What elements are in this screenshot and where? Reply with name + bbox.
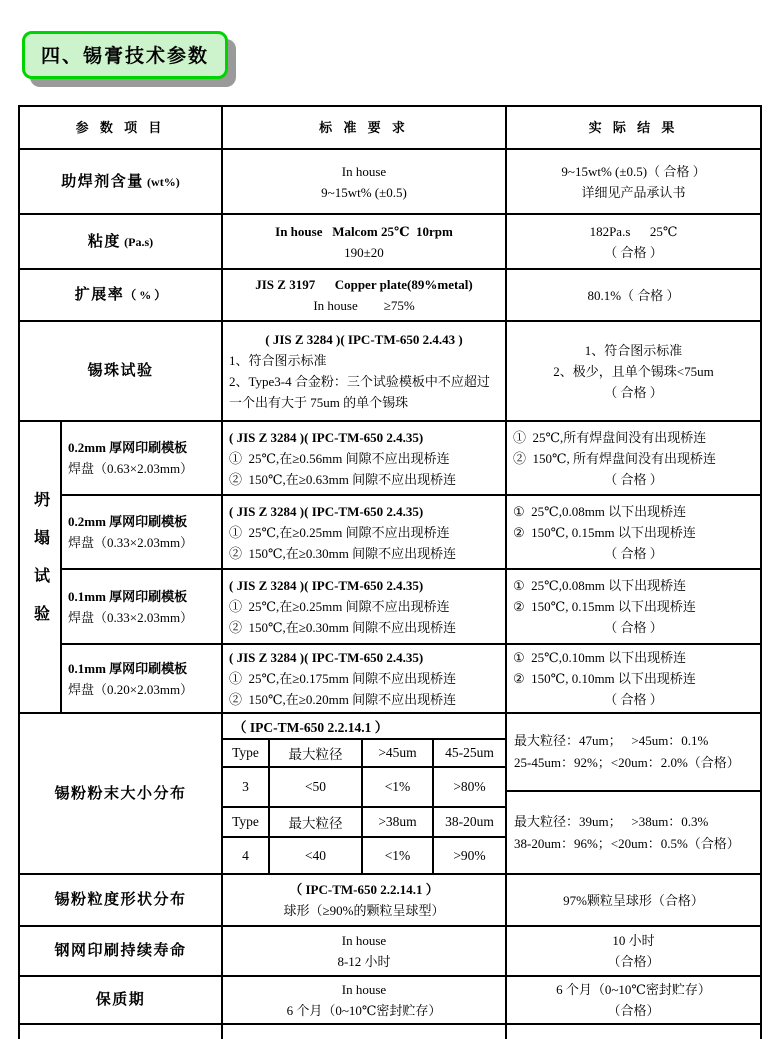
header-text: 标 准 要 求 bbox=[319, 120, 409, 135]
text-line: ① 25℃,在≥0.25mm 间隙不应出现桥连 bbox=[229, 524, 450, 540]
text-line: 80.1%（ 合格 ） bbox=[587, 287, 680, 303]
col-header: 45-25um bbox=[434, 740, 505, 768]
text-line: 0.2mm 厚网印刷模板 bbox=[68, 514, 188, 529]
powder-table1-header bbox=[223, 740, 505, 768]
row-label bbox=[75, 284, 167, 306]
stub-cell bbox=[223, 1025, 507, 1039]
label-unit: (Pa.s) bbox=[124, 234, 154, 249]
cell-value: >90% bbox=[453, 847, 486, 863]
text-line: ① 25℃,在≥0.56mm 间隙不应出现桥连 bbox=[229, 450, 450, 466]
powder-table2-header bbox=[223, 808, 505, 838]
shape-label-cell bbox=[20, 875, 223, 927]
label-text: 锡粉粉末大小分布 bbox=[54, 785, 187, 802]
text-line: 190±20 bbox=[344, 244, 384, 260]
section-title: 四、锡膏技术参数 bbox=[22, 31, 228, 79]
row-label bbox=[87, 360, 153, 382]
row-stencil-life bbox=[20, 927, 762, 977]
slump2-template-cell bbox=[62, 496, 223, 570]
text-line: ( JIS Z 3284 )( IPC-TM-650 2.4.35) bbox=[229, 503, 424, 519]
text-line: ① 25℃,0.08mm 以下出现桥连 bbox=[513, 578, 687, 593]
text-line: ② 150℃, 所有焊盘间没有出现桥连 bbox=[513, 450, 717, 466]
text-line: 2、极少，且单个锡珠<75um bbox=[553, 363, 714, 379]
slump4-standard-cell bbox=[223, 645, 507, 714]
text-line: ① 25℃,0.10mm 以下出现桥连 bbox=[513, 650, 687, 665]
text-line: 182Pa.s 25℃ bbox=[589, 223, 678, 239]
row-label bbox=[54, 783, 186, 805]
ipc-standard-header: （ IPC-TM-650 2.2.14.1 ） bbox=[223, 714, 505, 740]
powder-standard-cell bbox=[223, 714, 507, 875]
row-particle-shape bbox=[20, 875, 762, 927]
text-line: （ 合格 ） bbox=[604, 620, 663, 635]
viscosity-label-cell bbox=[20, 215, 223, 270]
text-line: In house bbox=[341, 933, 387, 948]
row-label bbox=[54, 889, 186, 911]
stencil-standard-cell bbox=[223, 927, 507, 977]
cell-value: >80% bbox=[434, 768, 505, 808]
slump2-result-cell bbox=[507, 496, 762, 570]
col-header: 最大粒径 bbox=[270, 808, 363, 838]
text-line: 6 个月（0~10℃密封贮存） bbox=[556, 982, 711, 997]
row-label bbox=[54, 940, 186, 962]
slump-row-2 bbox=[62, 496, 762, 570]
stub-cell bbox=[507, 1025, 762, 1039]
ball-label-cell bbox=[20, 322, 223, 422]
row-shelf-life bbox=[20, 977, 762, 1025]
text-line: ② 150℃,在≥0.30mm 间隙不应出现桥连 bbox=[229, 545, 457, 561]
slump-subrows bbox=[62, 422, 762, 714]
viscosity-standard-cell bbox=[223, 215, 507, 270]
text-line: （合格） bbox=[607, 1003, 660, 1018]
label-unit: （ % ） bbox=[124, 288, 167, 302]
powder-result-type3 bbox=[507, 714, 760, 792]
text-line: ( JIS Z 3284 )( IPC-TM-650 2.4.35) bbox=[229, 429, 424, 445]
text-line: 97%颗粒呈球形（合格） bbox=[563, 892, 704, 908]
text-line: 9~15wt% (±0.5)（ 合格 ） bbox=[561, 163, 706, 179]
text-line: ( JIS Z 3284 )( IPC-TM-650 2.4.35) bbox=[229, 650, 424, 665]
text-line: （合格） bbox=[607, 954, 660, 969]
powder-result-cell bbox=[507, 714, 762, 875]
ball-standard-cell bbox=[223, 322, 507, 422]
text-line: 6 个月（0~10℃密封贮存） bbox=[286, 1003, 442, 1018]
text-line: 球形（≥90%的颗粒呈球型） bbox=[283, 903, 445, 918]
section-slump-test bbox=[20, 422, 762, 714]
text-line: 38-20um：96%；<20um：0.5%（合格） bbox=[514, 835, 740, 851]
text-line: JIS Z 3197 Copper plate(89%metal) bbox=[255, 277, 473, 292]
slump-row-3 bbox=[62, 570, 762, 645]
text-line: 焊盘（0.33×2.03mm） bbox=[68, 609, 194, 625]
col-header: Type bbox=[223, 740, 270, 768]
text-line: ② 150℃,在≥0.63mm 间隙不应出现桥连 bbox=[229, 471, 457, 487]
text-line: ① 25℃,0.08mm 以下出现桥连 bbox=[513, 503, 687, 519]
text-line: ② 150℃, 0.15mm 以下出现桥连 bbox=[513, 524, 696, 540]
label-text: 粘度 bbox=[87, 233, 121, 250]
powder-result-type4 bbox=[507, 792, 760, 873]
row-label bbox=[88, 231, 153, 253]
row-label bbox=[96, 989, 146, 1011]
row-viscosity bbox=[20, 215, 762, 270]
text-line: In house Malcom 25℃ 10rpm bbox=[275, 223, 453, 239]
col-header: 38-20um bbox=[434, 808, 505, 838]
row-spread-rate bbox=[20, 270, 762, 322]
cell-value: 4 bbox=[223, 838, 270, 873]
shape-result-cell bbox=[507, 875, 762, 927]
slump4-template-cell bbox=[62, 645, 223, 714]
label-unit: (wt%) bbox=[147, 174, 180, 189]
stencil-label-cell bbox=[20, 927, 223, 977]
label-text: 钢网印刷持续寿命 bbox=[54, 943, 187, 959]
text-line: 详细见产品承认书 bbox=[581, 184, 686, 200]
text-line: 焊盘（0.63×2.03mm） bbox=[68, 461, 194, 476]
text-line: （ 合格 ） bbox=[604, 244, 663, 260]
header-actual-result bbox=[507, 107, 762, 150]
text-line: 焊盘（0.33×2.03mm） bbox=[68, 535, 194, 550]
col-header: >38um bbox=[363, 808, 434, 838]
text-line: ( JIS Z 3284 )( IPC-TM-650 2.4.43 ) bbox=[265, 332, 463, 347]
text-line: 0.1mm 厚网印刷模板 bbox=[68, 660, 188, 676]
powder-label-cell bbox=[20, 714, 223, 875]
label-text: 助焊剂含量 bbox=[61, 173, 144, 190]
powder-table1-row bbox=[223, 768, 505, 808]
flux-result-cell bbox=[507, 150, 762, 215]
text-line: （ 合格 ） bbox=[604, 692, 663, 707]
slump1-standard-cell bbox=[223, 422, 507, 496]
col-header: 最大粒径 bbox=[270, 740, 363, 768]
slump-row-1 bbox=[62, 422, 762, 496]
header-text: 参 数 项 目 bbox=[75, 120, 166, 135]
text-line: ② 150℃,在≥0.30mm 间隙不应出现桥连 bbox=[229, 620, 457, 635]
label-text: 锡粉粒度形状分布 bbox=[54, 892, 187, 908]
text-line: In house bbox=[341, 163, 387, 179]
text-line: 2、Type3-4 合金粉：三个试验模板中不应超过一个出有大于 75um 的单个锡珠 bbox=[229, 374, 490, 410]
slump-vertical-label: 坍塌试验 bbox=[20, 422, 62, 714]
text-line: 最大粒径：39um； >38um：0.3% bbox=[514, 813, 709, 829]
shelf-result-cell bbox=[507, 977, 762, 1025]
text-line: 1、符合图示标准 bbox=[584, 342, 683, 358]
text-line: ( JIS Z 3284 )( IPC-TM-650 2.4.35) bbox=[229, 578, 424, 593]
stencil-result-cell bbox=[507, 927, 762, 977]
label-text: 扩展率 bbox=[74, 287, 125, 303]
cell-value: <50 bbox=[270, 768, 363, 808]
slump2-standard-cell bbox=[223, 496, 507, 570]
text-line: ② 150℃, 0.15mm 以下出现桥连 bbox=[513, 599, 696, 614]
powder-table2-row bbox=[223, 838, 505, 873]
shape-standard-cell bbox=[223, 875, 507, 927]
spread-label-cell bbox=[20, 270, 223, 322]
viscosity-result-cell bbox=[507, 215, 762, 270]
text-line: （ IPC-TM-650 2.2.14.1 ） bbox=[289, 882, 439, 897]
col-header: Type bbox=[223, 808, 270, 838]
slump1-result-cell bbox=[507, 422, 762, 496]
text-line: 10 小时 bbox=[612, 933, 655, 948]
table-cutoff-stub bbox=[20, 1025, 762, 1039]
col-header: >45um bbox=[363, 740, 434, 768]
text-line: 25-45um：92%；<20um：2.0%（合格） bbox=[514, 755, 740, 770]
text-line: ① 25℃,所有焊盘间没有出现桥连 bbox=[513, 429, 707, 445]
text-line: 8-12 小时 bbox=[337, 954, 391, 969]
slump1-template-cell bbox=[62, 422, 223, 496]
text-line: 0.1mm 厚网印刷模板 bbox=[68, 588, 188, 604]
cell-value: <40 bbox=[270, 838, 363, 873]
ball-result-cell bbox=[507, 322, 762, 422]
text-line: In house bbox=[341, 982, 387, 997]
label-text: 锡珠试验 bbox=[87, 363, 154, 379]
header-standard-requirement bbox=[223, 107, 507, 150]
row-flux-content bbox=[20, 150, 762, 215]
spread-result-cell bbox=[507, 270, 762, 322]
row-label bbox=[61, 171, 179, 193]
spread-standard-cell bbox=[223, 270, 507, 322]
flux-label-cell bbox=[20, 150, 223, 215]
shelf-standard-cell bbox=[223, 977, 507, 1025]
header-parameter-item bbox=[20, 107, 223, 150]
stub-cell bbox=[20, 1025, 223, 1039]
parameters-table bbox=[18, 105, 762, 1039]
text-line: （ 合格 ） bbox=[604, 545, 663, 561]
text-line: ② 150℃, 0.10mm 以下出现桥连 bbox=[513, 671, 696, 686]
section-powder-size-distribution bbox=[20, 714, 762, 875]
text-line: 9~15wt% (±0.5) bbox=[321, 184, 407, 200]
table-header-row bbox=[20, 107, 762, 150]
text-line: （ 合格 ） bbox=[604, 471, 663, 487]
text-line: In house ≥75% bbox=[313, 298, 415, 313]
header-text: 实 际 结 果 bbox=[588, 120, 679, 135]
cell-value: 3 bbox=[223, 768, 270, 808]
text-line: 最大粒径：47um； >45um：0.1% bbox=[514, 733, 709, 748]
text-line: 焊盘（0.20×2.03mm） bbox=[68, 681, 194, 697]
text-line: ① 25℃,在≥0.175mm 间隙不应出现桥连 bbox=[229, 671, 457, 686]
slump3-result-cell bbox=[507, 570, 762, 645]
text-line: ① 25℃,在≥0.25mm 间隙不应出现桥连 bbox=[229, 599, 450, 614]
text-line: 0.2mm 厚网印刷模板 bbox=[68, 440, 188, 455]
slump3-standard-cell bbox=[223, 570, 507, 645]
slump3-template-cell bbox=[62, 570, 223, 645]
text-line: 1、符合图示标准 bbox=[229, 353, 327, 368]
slump-row-4 bbox=[62, 645, 762, 714]
cell-value: <1% bbox=[363, 838, 434, 873]
row-solder-ball-test bbox=[20, 322, 762, 422]
text-line: ② 150℃,在≥0.20mm 间隙不应出现桥连 bbox=[229, 692, 457, 707]
shelf-label-cell bbox=[20, 977, 223, 1025]
cell-value: <1% bbox=[363, 768, 434, 808]
text-line: （ 合格 ） bbox=[604, 384, 663, 400]
slump4-result-cell bbox=[507, 645, 762, 714]
flux-standard-cell bbox=[223, 150, 507, 215]
label-text: 保质期 bbox=[95, 992, 146, 1008]
